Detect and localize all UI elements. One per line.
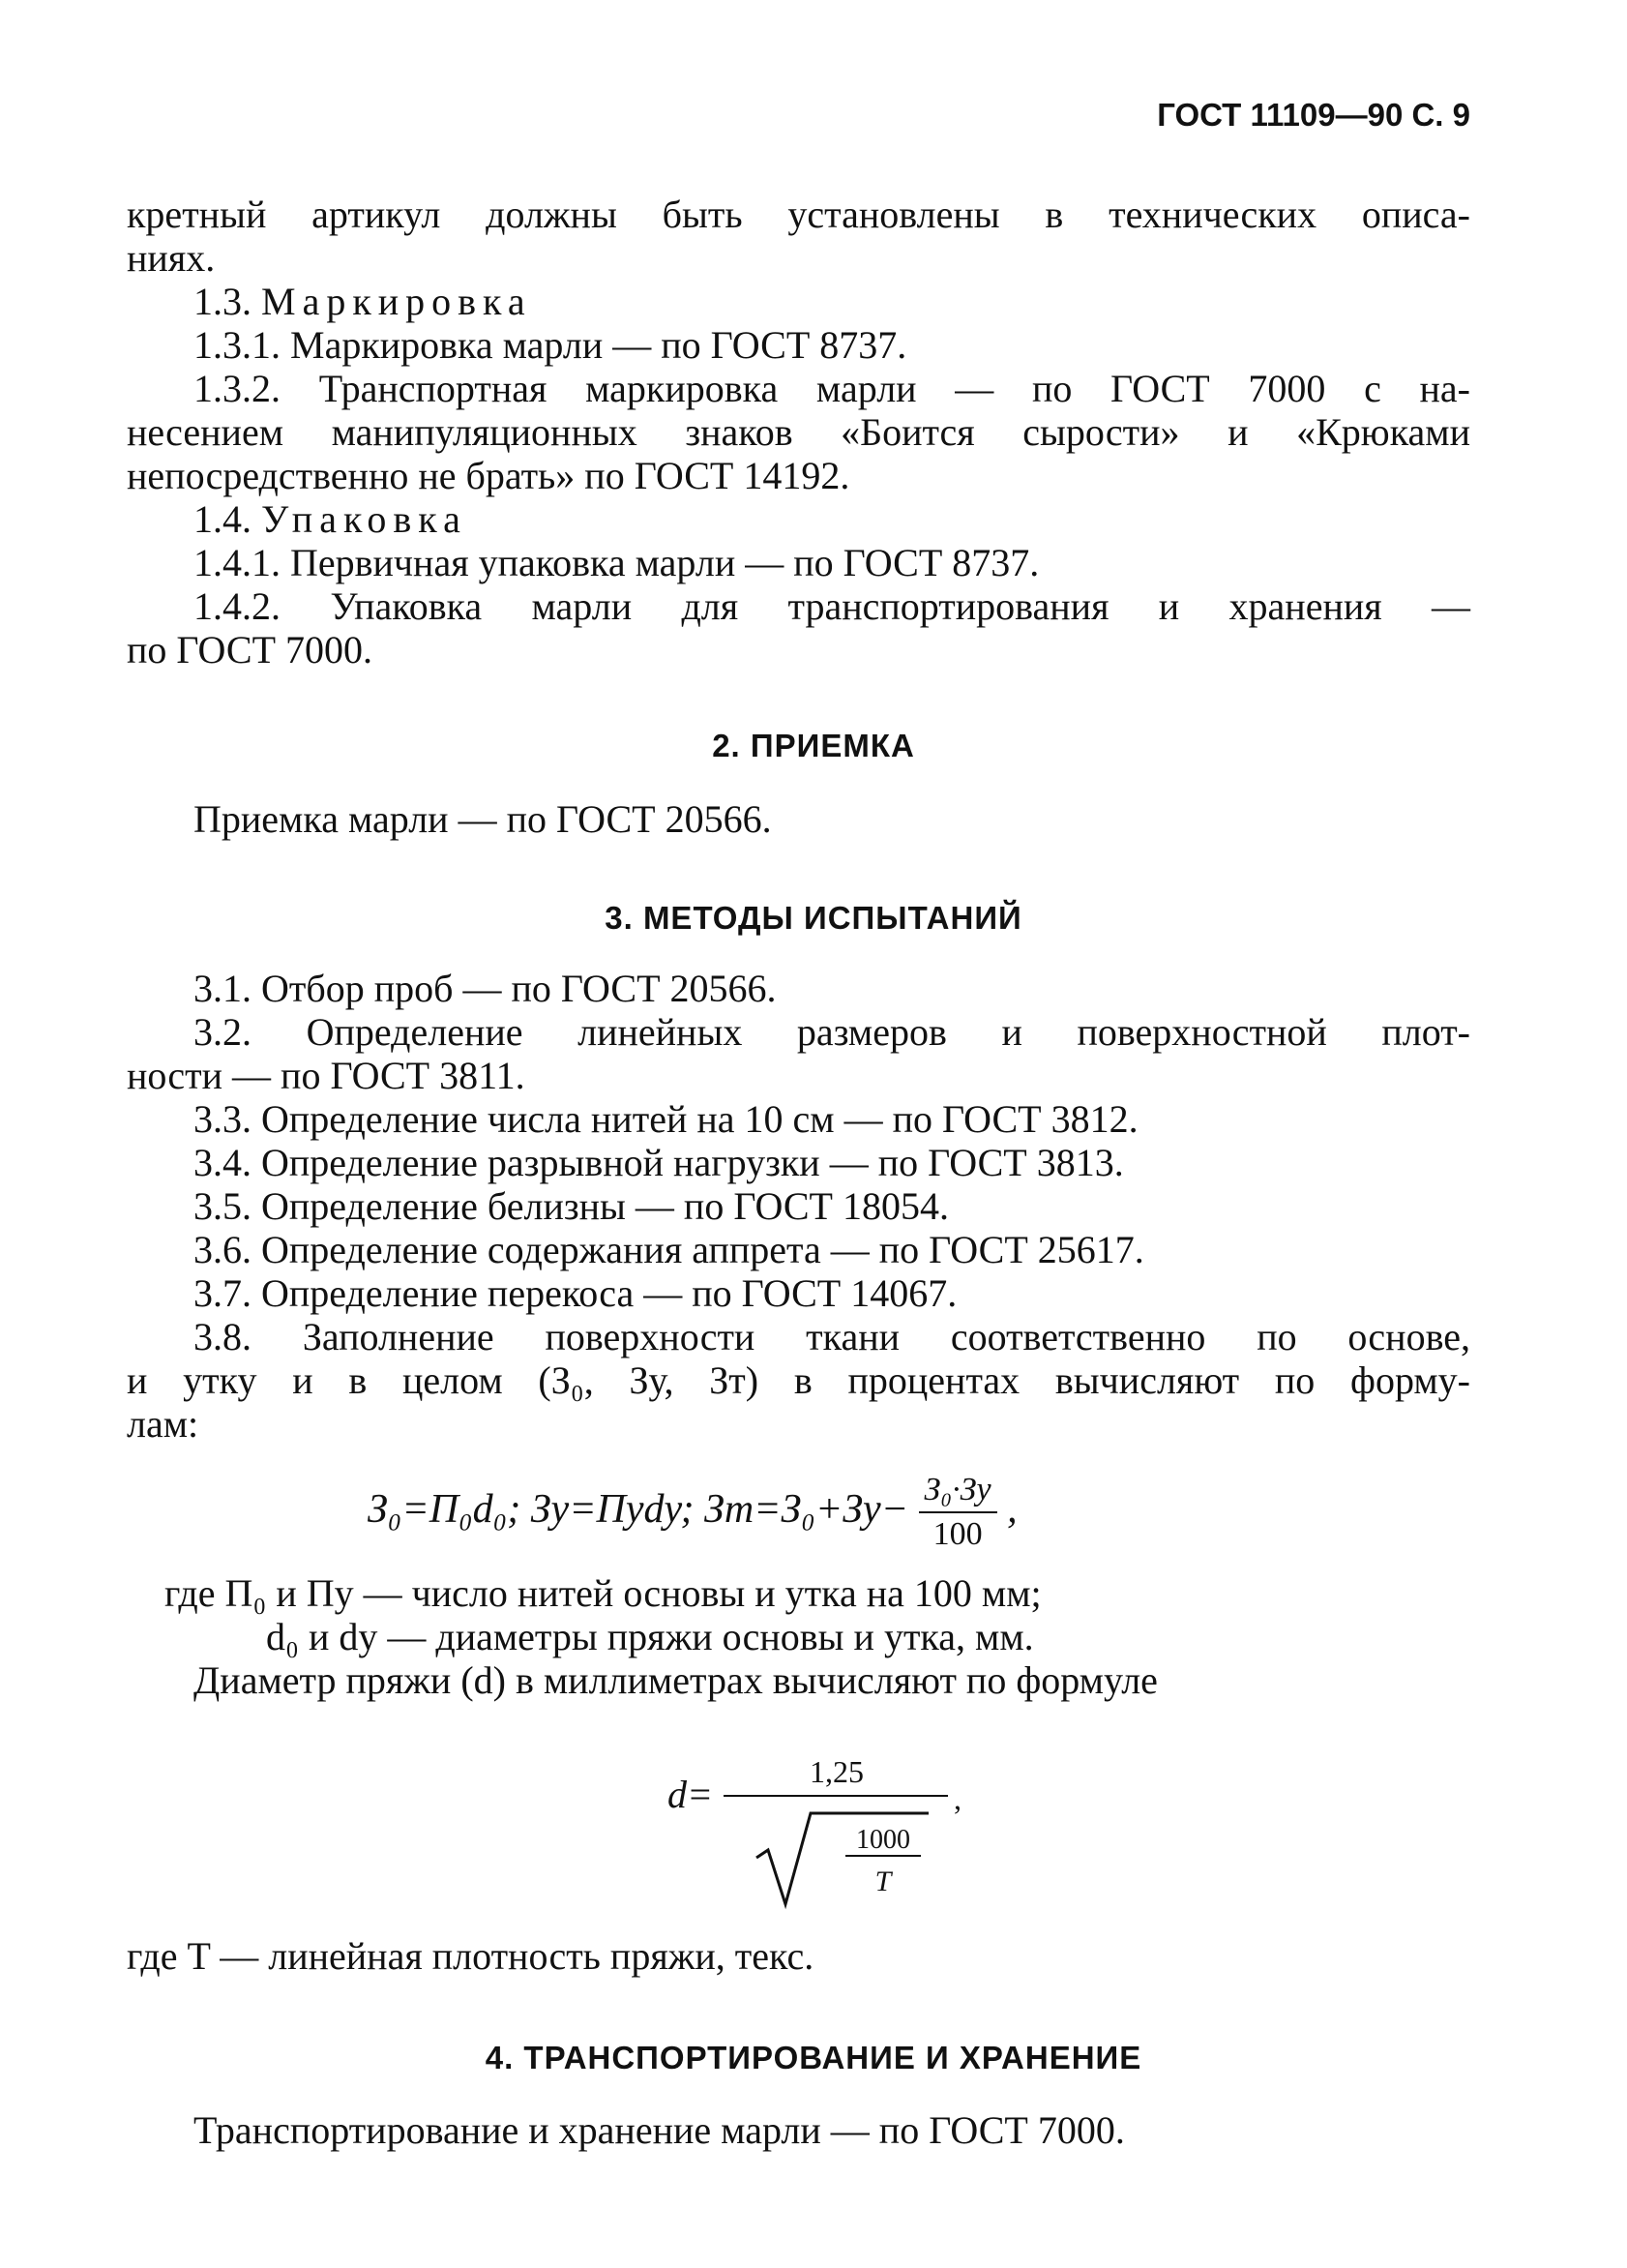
fraction-numerator: 1,25 [810,1754,864,1789]
paragraph-1-3-2-line: несением манипуляционных знаков «Боится сырости» и «Крюками [127,410,1470,454]
inner-numerator: 1000 [856,1825,910,1855]
paragraph-1-3-2-line: непосредственно не брать» по ГОСТ 14192. [127,454,850,497]
subsection-title: Маркировка [261,280,532,323]
paragraph-3-1: 3.1. Отбор проб — по ГОСТ 20566. [193,967,777,1010]
paragraph-line: ниях. [127,236,216,280]
formula-tail: , [954,1781,961,1816]
paragraph-line: кретный артикул должны быть установлены в технических описа- [127,193,1470,236]
running-head: ГОСТ 11109—90 С. 9 [1157,97,1470,133]
where-line: где T — линейная плотность пряжи, текс. [127,1934,814,1978]
formula-fill-factor [368,1466,1018,1553]
formula-tail: , [1007,1487,1018,1532]
paragraph-1-3-2-line: 1.3.2. Транспортная маркировка марли — по ГОСТ 7000 с на- [193,367,1470,410]
formula-lhs: d= [667,1773,713,1816]
section-heading-acceptance: 2. ПРИЕМКА [712,728,915,763]
paragraph-acceptance: Приемка марли — по ГОСТ 20566. [193,797,772,841]
subsection-title: Упаковка [261,497,467,541]
where-line: где П₀ и Пу — число нитей основы и утка на 100 мм; [164,1571,1042,1615]
subsection-number: 1.4. [193,497,251,541]
paragraph-3-3: 3.3. Определение числа нитей на 10 см — по ГОСТ 3812. [193,1097,1139,1141]
subsection-number: 1.3. [193,280,251,323]
paragraph-1-4-2-line: по ГОСТ 7000. [127,628,373,671]
subsection-marking-heading [193,281,532,323]
formula-diameter [667,1732,977,1916]
paragraph-1-3-1: 1.3.1. Маркировка марли — по ГОСТ 8737. [193,323,907,367]
paragraph-3-4: 3.4. Определение разрывной нагрузки — по ГОСТ 3813. [193,1141,1124,1184]
formula-main-part: З₀=П₀d₀; Зу=Пуdу; Зт=З₀+Зу− [368,1487,909,1532]
paragraph-diameter: Диаметр пряжи (d) в миллиметрах вычисляют по формуле [193,1658,1158,1702]
paragraph-1-4-1: 1.4.1. Первичная упаковка марли — по ГОСТ 8737. [193,541,1040,584]
paragraph-3-2-line: 3.2. Определение линейных размеров и поверхностной плот- [193,1010,1470,1054]
paragraph-3-7: 3.7. Определение перекоса — по ГОСТ 14067. [193,1271,958,1315]
formula-diameter-drawing [667,1732,977,1916]
section-heading-test-methods: 3. МЕТОДЫ ИСПЫТАНИЙ [605,900,1022,936]
paragraph-transport: Транспортирование и хранение марли — по ГОСТ 7000. [193,2108,1125,2152]
paragraph-1-4-2-line: 1.4.2. Упаковка марли для транспортирования и хранения — [193,584,1470,628]
fraction-denominator: 100 [919,1511,997,1556]
paragraph-3-8-line: 3.8. Заполнение поверхности ткани соответственно по основе, [193,1315,1470,1358]
subsection-packing-heading [193,498,467,541]
formula-fraction [919,1469,997,1556]
paragraph-3-8-line: лам: [127,1402,199,1446]
where-line: d₀ и dу — диаметры пряжи основы и утка, мм. [266,1615,1034,1658]
fraction-numerator: З₀·Зу [924,1472,991,1508]
paragraph-3-6: 3.6. Определение содержания аппрета — по ГОСТ 25617. [193,1228,1144,1271]
paragraph-3-5: 3.5. Определение белизны — по ГОСТ 18054. [193,1184,949,1228]
inner-denominator: T [874,1865,892,1897]
paragraph-3-8-line: и утку и в целом (З₀, Зу, Зт) в процентах вычисляют по форму- [127,1358,1470,1402]
paragraph-3-2-line: ности — по ГОСТ 3811. [127,1054,525,1097]
section-heading-transport: 4. ТРАНСПОРТИРОВАНИЕ И ХРАНЕНИЕ [485,2040,1142,2075]
